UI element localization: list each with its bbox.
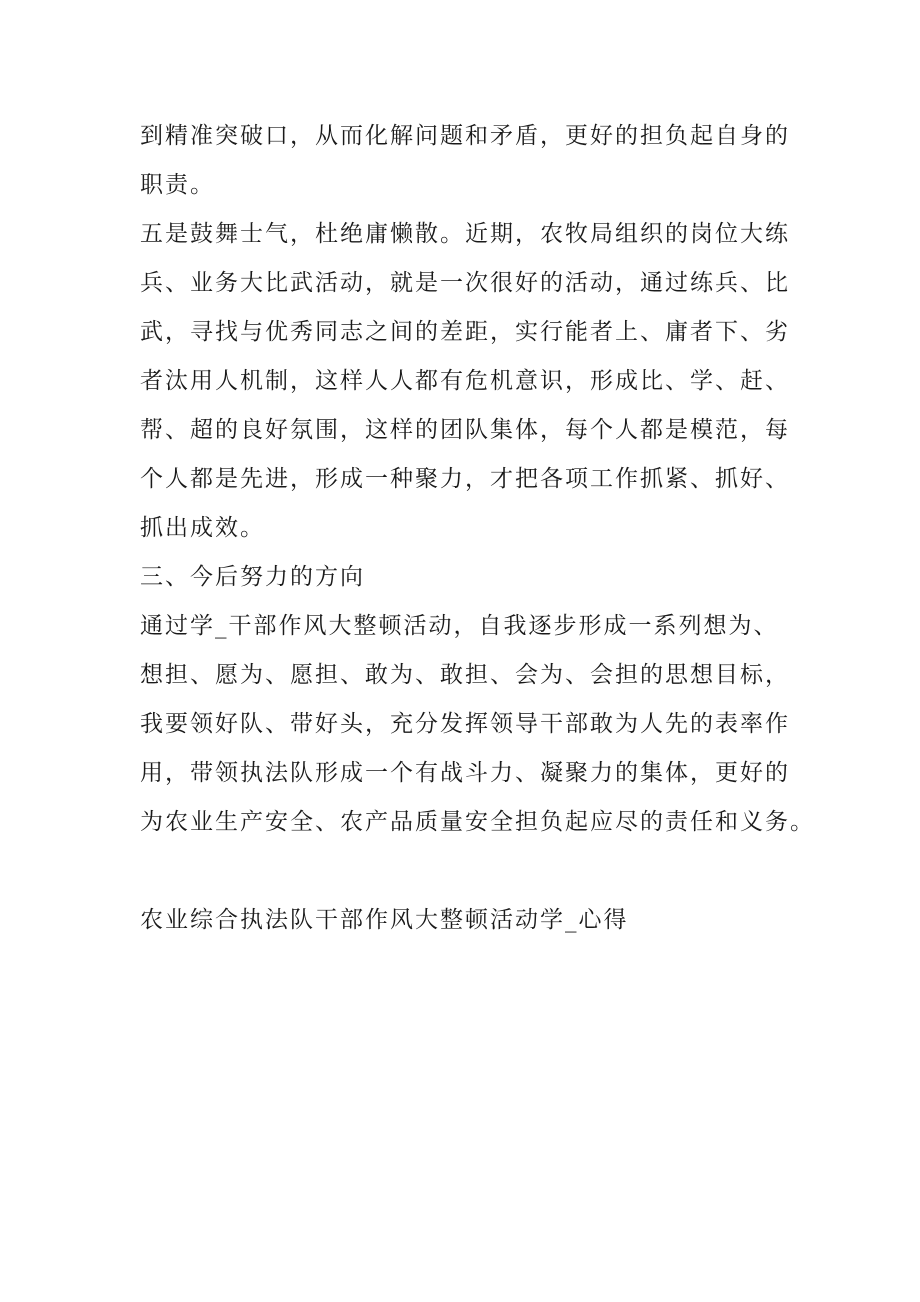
text-line: 个人都是先进，形成一种聚力，才把各项工作抓紧、抓好、 [140,466,790,492]
text-line: 职责。 [140,172,215,198]
text-line: 到精准突破口，从而化解问题和矛盾，更好的担负起自身的 [140,123,790,149]
text-line: 帮、超的良好氛围，这样的团队集体，每个人都是模范，每 [140,417,790,443]
paragraph-five-start: 五是鼓舞士气，杜绝庸懒散。近期，农牧局组织的岗位大练 [140,221,790,247]
text-line: 武，寻找与优秀同志之间的差距，实行能者上、庸者下、劣 [140,319,790,345]
text-line: 通过学_干部作风大整顿活动，自我逐步形成一系列想为、 [140,613,779,639]
text-line: 为农业生产安全、农产品质量安全担负起应尽的责任和义务。 [140,809,815,835]
text-line: 者汰用人机制，这样人人都有危机意识，形成比、学、赶、 [140,368,790,394]
text-line: 我要领好队、带好头，充分发挥领导干部敢为人先的表率作 [140,711,790,737]
section-heading: 三、今后努力的方向 [140,564,365,590]
text-line: 抓出成效。 [140,515,265,541]
text-line: 想担、愿为、愿担、敢为、敢担、会为、会担的思想目标， [140,662,790,688]
text-line: 用，带领执法队形成一个有战斗力、凝聚力的集体，更好的 [140,760,790,786]
document-footer-title: 农业综合执法队干部作风大整顿活动学_心得 [140,907,629,933]
spacer [140,847,820,896]
text-line: 兵、业务大比武活动，就是一次很好的活动，通过练兵、比 [140,270,790,296]
document-body [140,112,820,945]
